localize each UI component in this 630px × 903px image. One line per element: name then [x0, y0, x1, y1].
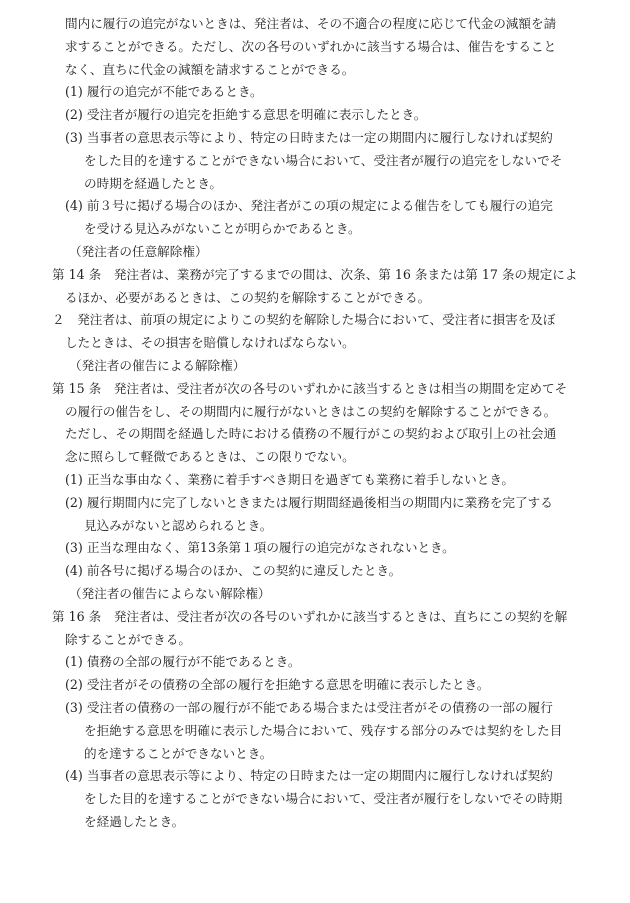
article-caption: （発注者の催告による解除権） — [69, 357, 246, 373]
list-item: (3) 正当な理由なく、第13条第１項の履行の追完がなされないとき。 — [65, 540, 455, 556]
list-item: (2) 履行期間内に完了しないときまたは履行期間経過後相当の期間内に業務を完了する — [65, 494, 553, 510]
list-item-continuation: を経過したとき。 — [84, 813, 185, 829]
text-line: 除することができる。 — [65, 631, 191, 647]
list-item-continuation: 見込みがないと認められるとき。 — [84, 517, 273, 533]
list-item-continuation: を拒絶する意思を明確に表示した場合において、残存する部分のみでは契約をした目 — [84, 722, 563, 738]
list-item: (2) 受注者がその債務の全部の履行を拒絶する意思を明確に表示したとき。 — [65, 677, 490, 693]
list-item: (4) 前３号に掲げる場合のほか、発注者がこの項の規定による催告をしても履行の追完 — [65, 198, 553, 214]
article-caption: （発注者の任意解除権） — [69, 243, 208, 259]
list-item-continuation: 的を達することができないとき。 — [84, 745, 273, 761]
text-line: 間内に履行の追完がないときは、発注者は、その不適合の程度に応じて代金の減額を請 — [65, 16, 557, 31]
list-item: (4) 前各号に掲げる場合のほか、この契約に違反したとき。 — [65, 563, 402, 579]
text-line: るほか、必要があるときは、この契約を解除することができる。 — [65, 289, 431, 305]
list-item: (3) 受注者の債務の一部の履行が不能である場合または受注者がその債務の一部の履行 — [65, 699, 553, 715]
article-heading-line: 第 16 条 発注者は、受注者が次の各号のいずれかに該当するときは、直ちにこの契約を解 — [52, 608, 568, 624]
text-line: の履行の催告をし、その期間内に履行がないときはこの契約を解除することができる。 — [65, 403, 557, 419]
list-item: (2) 受注者が履行の追完を拒絶する意思を明確に表示したとき。 — [65, 107, 427, 123]
list-item-continuation: をした目的を達することができない場合において、受注者が履行の追完をしないでそ — [84, 152, 563, 168]
list-item: (3) 当事者の意思表示等により、特定の日時または一定の期間内に履行しなければ契約 — [65, 129, 553, 145]
text-line: したときは、その損害を賠償しなければならない。 — [65, 335, 355, 351]
list-item-continuation: を受ける見込みがないことが明らかであるとき。 — [84, 221, 361, 237]
list-item-continuation: をした目的を達することができない場合において、受注者が履行をしないでその時期 — [84, 791, 563, 807]
list-item: (4) 当事者の意思表示等により、特定の日時または一定の期間内に履行しなければ契約 — [65, 768, 553, 784]
text-line: なく、直ちに代金の減額を請求することができる。 — [65, 61, 355, 77]
list-item: (1) 債務の全部の履行が不能であるとき。 — [65, 654, 301, 670]
article-heading-line: 第 14 条 発注者は、業務が完了するまでの間は、次条、第 16 条または第 17 条の規定によ — [52, 266, 578, 282]
list-item: (1) 正当な事由なく、業務に着手すべき期日を過ぎても業務に着手しないとき。 — [65, 471, 515, 487]
paragraph-line: ２ 発注者は、前項の規定によりこの契約を解除した場合において、受注者に損害を及ぼ — [52, 312, 556, 328]
text-line: ただし、その期間を経過した時における債務の不履行がこの契約および取引上の社会通 — [65, 426, 557, 442]
list-item-continuation: の時期を経過したとき。 — [84, 175, 223, 191]
article-heading-line: 第 15 条 発注者は、受注者が次の各号のいずれかに該当するときは相当の期間を定めてそ — [52, 380, 568, 396]
text-line: 求することができる。ただし、次の各号のいずれかに該当する場合は、催告をすること — [65, 38, 557, 54]
article-caption: （発注者の催告によらない解除権） — [69, 585, 271, 601]
text-line: 念に照らして軽微であるときは、この限りでない。 — [65, 449, 355, 465]
list-item: (1) 履行の追完が不能であるとき。 — [65, 84, 263, 100]
